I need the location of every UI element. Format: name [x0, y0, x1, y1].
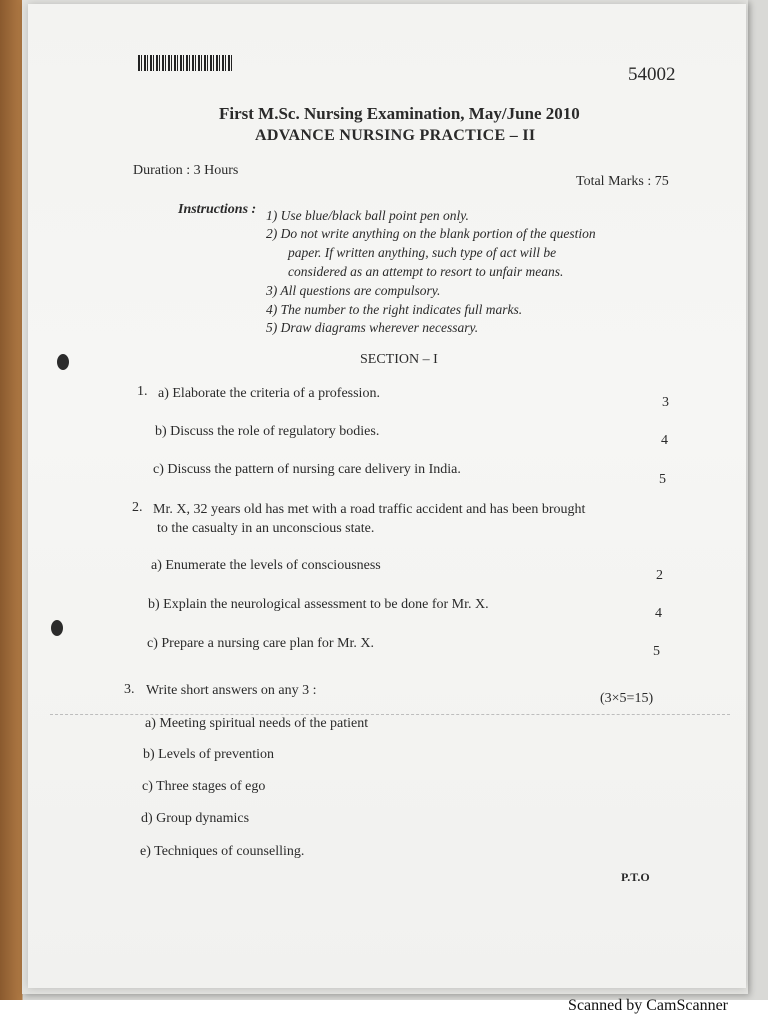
duration: Duration : 3 Hours: [133, 163, 239, 178]
question-part: b) Explain the neurological assessment to be done for Mr. X.: [148, 597, 489, 612]
question-stem: to the casualty in an unconscious state.: [157, 521, 375, 536]
question-number: 2.: [132, 500, 143, 515]
part-marks: 4: [655, 606, 662, 621]
part-marks: 4: [661, 433, 668, 448]
question-part: c) Prepare a nursing care plan for Mr. X.: [147, 636, 375, 651]
short-answer-item: d) Group dynamics: [141, 811, 250, 826]
question-number: 3.: [124, 682, 135, 697]
pto-label: P.T.O: [621, 870, 650, 884]
short-answer-item: c) Three stages of ego: [142, 779, 266, 794]
question-part: b) Discuss the role of regulatory bodies.: [155, 424, 380, 439]
section-title: SECTION – I: [360, 352, 438, 367]
short-answer-item: a) Meeting spiritual needs of the patient: [145, 716, 369, 731]
part-marks: 3: [662, 395, 669, 410]
punch-hole: [57, 354, 69, 370]
question-part: a) Elaborate the criteria of a profession.: [158, 386, 380, 401]
scanner-watermark: Scanned by CamScanner: [568, 997, 728, 1014]
paper-code: 54002: [628, 64, 676, 85]
question-number: 1.: [137, 384, 148, 399]
short-answer-item: e) Techniques of counselling.: [140, 844, 305, 859]
part-marks: 5: [653, 644, 660, 659]
instruction-item: 4) The number to the right indicates full marks.: [266, 302, 523, 317]
question-paper: [28, 4, 746, 988]
question-part: c) Discuss the pattern of nursing care delivery in India.: [153, 462, 461, 477]
part-marks: 2: [656, 568, 663, 583]
exam-title: First M.Sc. Nursing Examination, May/June 2010: [219, 104, 580, 123]
subject-title: ADVANCE NURSING PRACTICE – II: [255, 127, 536, 144]
instruction-item: considered as an attempt to resort to unfair means.: [288, 264, 564, 279]
part-marks: 5: [659, 472, 666, 487]
total-marks: Total Marks : 75: [576, 174, 669, 189]
instruction-item: 2) Do not write anything on the blank portion of the question: [266, 226, 596, 241]
instruction-item: 5) Draw diagrams wherever necessary.: [266, 320, 479, 335]
instructions-label: Instructions :: [178, 202, 257, 217]
punch-hole: [51, 620, 63, 636]
question-stem: Mr. X, 32 years old has met with a road traffic accident and has been brought: [153, 502, 586, 517]
short-answer-item: b) Levels of prevention: [143, 747, 275, 762]
fold-line: [50, 714, 730, 715]
question-marks: (3×5=15): [600, 691, 654, 706]
question-part: a) Enumerate the levels of consciousness: [151, 558, 381, 573]
instruction-item: 3) All questions are compulsory.: [266, 283, 441, 298]
instruction-item: 1) Use blue/black ball point pen only.: [266, 208, 469, 223]
barcode: [138, 55, 234, 71]
question-stem: Write short answers on any 3 :: [146, 683, 317, 698]
instruction-item: paper. If written anything, such type of act will be: [288, 245, 557, 260]
